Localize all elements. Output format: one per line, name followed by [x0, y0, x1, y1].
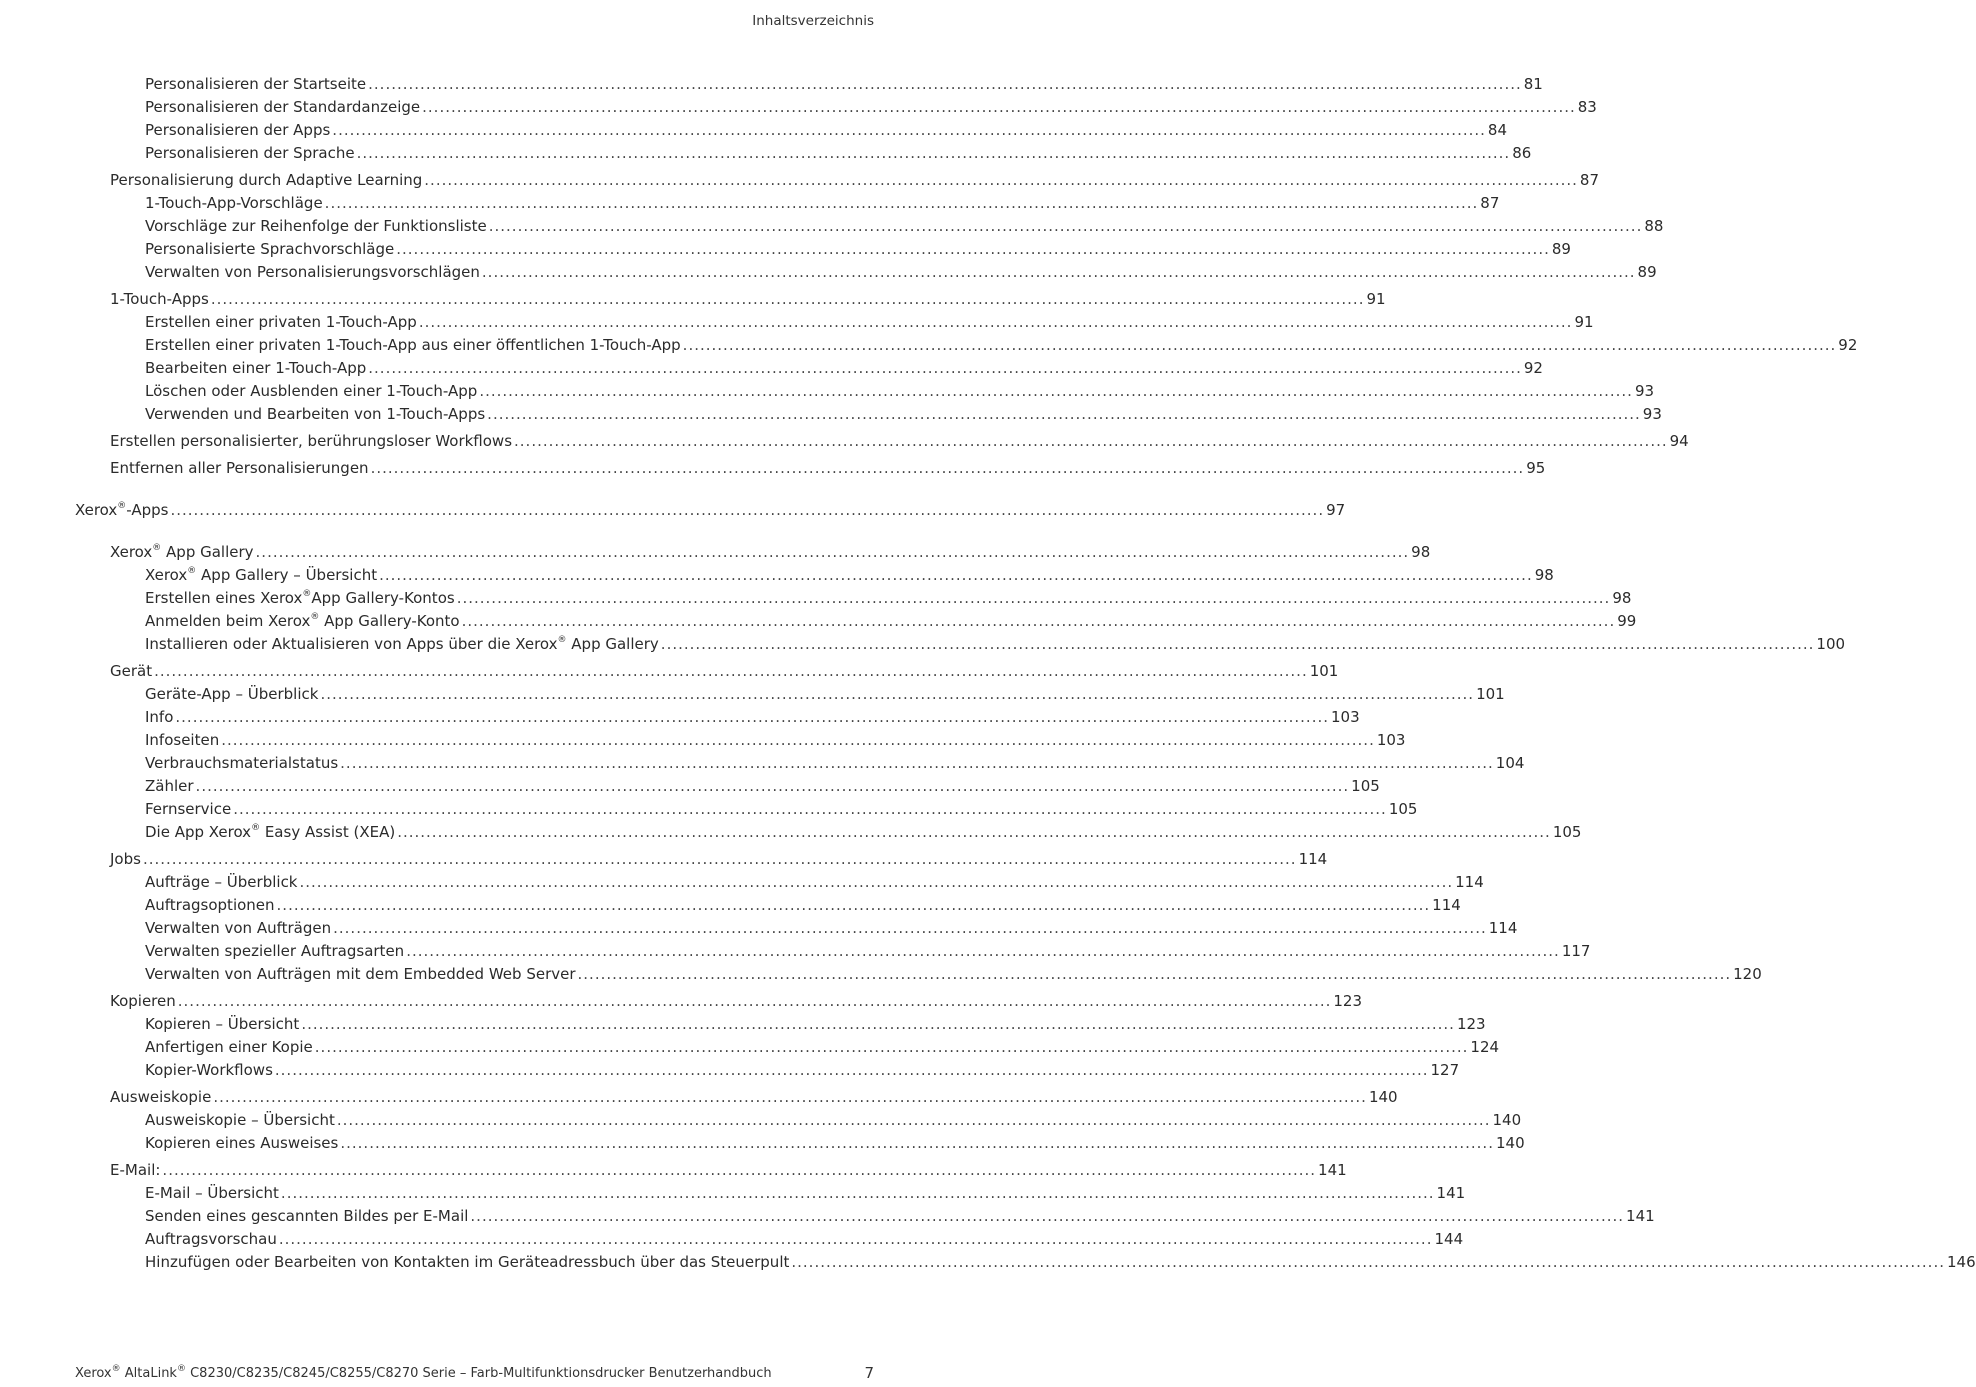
toc-entry-page: 146 [1947, 1253, 1976, 1271]
toc-entry[interactable] [145, 1183, 1466, 1203]
dot-leader: ........................................................................................................................................................................................................ [379, 566, 1533, 584]
toc-entry-page: 92 [1838, 336, 1858, 354]
toc-entry-title: Die App Xerox® Easy Assist (XEA) [145, 823, 396, 841]
dot-leader: ........................................................................................................................................................................................................ [456, 589, 1611, 607]
dot-leader: ........................................................................................................................................................................................................ [418, 313, 1573, 331]
dot-leader: ........................................................................................................................................................................................................ [682, 336, 1837, 354]
toc-entry-title: Xerox®-Apps [75, 501, 169, 519]
toc-entry-page: 101 [1309, 662, 1339, 680]
toc-entry[interactable] [110, 431, 1689, 451]
toc-entry-title: Bearbeiten einer 1-Touch-App [145, 359, 367, 377]
toc-entry-page: 98 [1534, 566, 1554, 584]
toc-entry-page: 92 [1523, 359, 1543, 377]
toc-entry-title: Jobs [110, 850, 141, 868]
toc-entry[interactable] [145, 588, 1632, 608]
toc-entry[interactable] [110, 542, 1431, 562]
toc-entry-page: 91 [1366, 290, 1386, 308]
toc-entry[interactable] [145, 239, 1571, 259]
toc-entry-title: Ausweiskopie – Übersicht [145, 1111, 335, 1129]
dot-leader: ........................................................................................................................................................................................................ [332, 121, 1486, 139]
toc-entry-page: 84 [1487, 121, 1508, 139]
toc-entry[interactable] [110, 1160, 1347, 1180]
dot-leader: ........................................................................................................................................................................................................ [368, 75, 1522, 93]
toc-entry[interactable] [145, 634, 1846, 654]
toc-entry-title: Ausweiskopie [110, 1088, 212, 1106]
toc-entry[interactable] [145, 730, 1406, 750]
toc-entry-title: Kopieren eines Ausweises [145, 1134, 339, 1152]
toc-entry-title: E-Mail – Übersicht [145, 1184, 279, 1202]
toc-entry-page: 123 [1456, 1015, 1486, 1033]
toc-entry[interactable] [145, 262, 1657, 282]
toc-entry-title: Auftragsvorschau [145, 1230, 277, 1248]
toc-entry-title: Verwalten von Aufträgen mit dem Embedded Web Server [145, 965, 576, 983]
toc-entry[interactable] [145, 74, 1543, 94]
dot-leader: ........................................................................................................................................................................................................ [278, 1230, 1433, 1248]
toc-entry-page: 105 [1388, 800, 1418, 818]
toc-entry-page: 99 [1617, 612, 1637, 630]
dot-leader: ........................................................................................................................................................................................................ [162, 1161, 1317, 1179]
toc-entry[interactable] [145, 1252, 1976, 1272]
toc-entry-title: Info [145, 708, 174, 726]
toc-entry-title: Personalisieren der Apps [145, 121, 331, 139]
toc-entry[interactable] [110, 1087, 1398, 1107]
toc-entry[interactable] [145, 193, 1500, 213]
toc-entry[interactable] [110, 289, 1386, 309]
toc-entry[interactable] [145, 918, 1518, 938]
dot-leader: ........................................................................................................................................................................................................ [336, 1111, 1491, 1129]
toc-entry[interactable] [145, 565, 1554, 585]
dot-leader: ........................................................................................................................................................................................................ [370, 459, 1525, 477]
toc-entry-page: 123 [1333, 992, 1363, 1010]
toc-entry-page: 117 [1561, 942, 1591, 960]
toc-entry-page: 88 [1644, 217, 1664, 235]
toc-entry-title: Erstellen eines Xerox®App Gallery-Kontos [145, 589, 455, 607]
footer-page-number: 7 [864, 1364, 874, 1382]
dot-leader: ........................................................................................................................................................................................................ [274, 1061, 1429, 1079]
toc-entry-title: Kopieren [110, 992, 176, 1010]
toc-entry-page: 98 [1411, 543, 1431, 561]
toc-entry-title: Fernservice [145, 800, 232, 818]
toc-entry-page: 100 [1816, 635, 1846, 653]
toc-entry-page: 89 [1551, 240, 1571, 258]
toc-entry-title: Verwenden und Bearbeiten von 1-Touch-Apps [145, 405, 486, 423]
toc-entry-page: 114 [1455, 873, 1484, 891]
toc-entry[interactable] [110, 849, 1328, 869]
toc-entry[interactable] [145, 1037, 1500, 1057]
toc-entry[interactable] [145, 1206, 1655, 1226]
toc-entry[interactable] [145, 381, 1655, 401]
toc-entry[interactable] [145, 799, 1418, 819]
dot-leader: ........................................................................................................................................................................................................ [356, 144, 1511, 162]
toc-entry-page: 98 [1612, 589, 1632, 607]
dot-leader: ........................................................................................................................................................................................................ [233, 800, 1387, 818]
dot-leader: ........................................................................................................................................................................................................ [177, 992, 1332, 1010]
dot-leader: ........................................................................................................................................................................................................ [461, 612, 1616, 630]
toc-entry[interactable] [145, 358, 1543, 378]
toc-entry[interactable] [145, 404, 1662, 424]
toc-entry-title: Entfernen aller Personalisierungen [110, 459, 369, 477]
toc-entry[interactable] [145, 611, 1637, 631]
toc-entry-page: 141 [1318, 1161, 1347, 1179]
dot-leader: ........................................................................................................................................................................................................ [487, 405, 1641, 423]
toc-entry[interactable] [110, 661, 1339, 681]
toc-entry-title: Verbrauchsmaterialstatus [145, 754, 339, 772]
toc-entry-page: 114 [1488, 919, 1518, 937]
toc-entry[interactable] [145, 1133, 1525, 1153]
toc-entry[interactable] [145, 120, 1508, 140]
toc-entry-page: 97 [1326, 501, 1346, 519]
toc-entry-title: Erstellen einer privaten 1-Touch-App [145, 313, 417, 331]
toc-entry-title: Aufträge – Überblick [145, 873, 298, 891]
dot-leader: ........................................................................................................................................................................................................ [299, 873, 1454, 891]
toc-entry-title: Verwalten von Personalisierungsvorschlägen [145, 263, 480, 281]
toc-entry[interactable] [145, 684, 1505, 704]
dot-leader: ........................................................................................................................................................................................................ [301, 1015, 1455, 1033]
toc-entry[interactable] [145, 964, 1762, 984]
toc-entry[interactable] [145, 872, 1484, 892]
toc-entry[interactable] [145, 895, 1461, 915]
dot-leader: ........................................................................................................................................................................................................ [470, 1207, 1625, 1225]
toc-entry[interactable] [145, 143, 1532, 163]
toc-entry[interactable] [145, 1229, 1464, 1249]
toc-entry-page: 114 [1298, 850, 1328, 868]
toc-entry-title: Infoseiten [145, 731, 220, 749]
dot-leader: ........................................................................................................................................................................................................ [255, 543, 1410, 561]
toc-entry-title: Senden eines gescannten Bildes per E-Mail [145, 1207, 469, 1225]
toc-entry-page: 91 [1574, 313, 1594, 331]
toc-entry-page: 81 [1523, 75, 1543, 93]
toc-entry-title: Gerät [110, 662, 153, 680]
toc-entry[interactable] [75, 500, 1346, 520]
dot-leader: ........................................................................................................................................................................................................ [154, 662, 1308, 680]
dot-leader: ........................................................................................................................................................................................................ [314, 1038, 1469, 1056]
toc-entry-title: Anmelden beim Xerox® App Gallery-Konto [145, 612, 460, 630]
dot-leader: ........................................................................................................................................................................................................ [488, 217, 1643, 235]
toc-entry[interactable] [145, 776, 1380, 796]
toc-entry-page: 140 [1492, 1111, 1522, 1129]
toc-entry-page: 127 [1430, 1061, 1460, 1079]
dot-leader: ........................................................................................................................................................................................................ [660, 635, 1815, 653]
dot-leader: ........................................................................................................................................................................................................ [333, 919, 1487, 937]
dot-leader: ........................................................................................................................................................................................................ [170, 501, 1325, 519]
dot-leader: ........................................................................................................................................................................................................ [406, 942, 1560, 960]
toc-entry-title: Personalisierte Sprachvorschläge [145, 240, 395, 258]
toc-entry[interactable] [110, 991, 1363, 1011]
dot-leader: ........................................................................................................................................................................................................ [424, 171, 1578, 189]
page-footer [75, 1363, 874, 1384]
toc-entry-title: Kopier-Workflows [145, 1061, 273, 1079]
running-header: Inhaltsverzeichnis [752, 13, 874, 29]
dot-leader: ........................................................................................................................................................................................................ [213, 1088, 1367, 1106]
toc-entry-page: 95 [1526, 459, 1546, 477]
dot-leader: ........................................................................................................................................................................................................ [324, 194, 1479, 212]
toc-entry[interactable] [145, 335, 1858, 355]
dot-leader: ........................................................................................................................................................................................................ [142, 850, 1297, 868]
toc-entry-page: 101 [1476, 685, 1505, 703]
dot-leader: ........................................................................................................................................................................................................ [280, 1184, 1435, 1202]
toc-entry-page: 140 [1495, 1134, 1525, 1152]
toc-entry-title: 1-Touch-Apps [110, 290, 209, 308]
toc-entry-page: 141 [1436, 1184, 1466, 1202]
toc-entry[interactable] [145, 707, 1360, 727]
dot-leader: ........................................................................................................................................................................................................ [340, 1134, 1494, 1152]
toc-entry-page: 105 [1552, 823, 1582, 841]
dot-leader: ........................................................................................................................................................................................................ [195, 777, 1350, 795]
toc-entry-page: 83 [1577, 98, 1597, 116]
toc-entry-page: 94 [1669, 432, 1689, 450]
toc-entry[interactable] [145, 753, 1525, 773]
toc-entry[interactable] [145, 1014, 1486, 1034]
dot-leader: ........................................................................................................................................................................................................ [397, 823, 1551, 841]
toc-entry-title: Hinzufügen oder Bearbeiten von Kontakten im Geräteadressbuch über das Steuerpult [145, 1253, 790, 1271]
toc-entry-page: 86 [1512, 144, 1532, 162]
dot-leader: ........................................................................................................................................................................................................ [320, 685, 1475, 703]
toc-entry-title: Personalisieren der Startseite [145, 75, 367, 93]
dot-leader: ........................................................................................................................................................................................................ [577, 965, 1732, 983]
toc-entry-page: 114 [1432, 896, 1461, 914]
toc-entry-page: 144 [1434, 1230, 1464, 1248]
toc-entry-page: 89 [1637, 263, 1657, 281]
toc-entry-page: 93 [1642, 405, 1662, 423]
dot-leader: ........................................................................................................................................................................................................ [422, 98, 1576, 116]
toc-entry-title: Erstellen einer privaten 1-Touch-App aus einer öffentlichen 1-Touch-App [145, 336, 681, 354]
toc-entry-title: Xerox® App Gallery [110, 543, 254, 561]
toc-entry-title: Anfertigen einer Kopie [145, 1038, 313, 1056]
footer-doc-title: Xerox® AltaLink® C8230/C8235/C8245/C8255/C8270 Serie – Farb-Multifunktionsdrucker Benutzerhandbuch [75, 1363, 772, 1381]
toc-entry-page: 93 [1634, 382, 1655, 400]
toc-entry-title: Verwalten von Aufträgen [145, 919, 332, 937]
toc-entry-title: Personalisieren der Sprache [145, 144, 355, 162]
dot-leader: ........................................................................................................................................................................................................ [368, 359, 1522, 377]
toc-entry-title: Auftragsoptionen [145, 896, 275, 914]
toc-entry-title: Personalisierung durch Adaptive Learning [110, 171, 423, 189]
toc-entry-title: Kopieren – Übersicht [145, 1015, 300, 1033]
dot-leader: ........................................................................................................................................................................................................ [396, 240, 1550, 258]
toc-entry[interactable] [145, 97, 1597, 117]
toc-entry[interactable] [145, 941, 1591, 961]
toc-entry-title: Xerox® App Gallery – Übersicht [145, 566, 378, 584]
toc-entry-title: Zähler [145, 777, 194, 795]
toc-entry-title: Verwalten spezieller Auftragsarten [145, 942, 405, 960]
dot-leader: ........................................................................................................................................................................................................ [340, 754, 1494, 772]
dot-leader: ........................................................................................................................................................................................................ [514, 432, 1668, 450]
dot-leader: ........................................................................................................................................................................................................ [791, 1253, 1945, 1271]
dot-leader: ........................................................................................................................................................................................................ [276, 896, 1431, 914]
dot-leader: ........................................................................................................................................................................................................ [210, 290, 1365, 308]
toc-entry[interactable] [145, 312, 1594, 332]
toc-entry-page: 103 [1376, 731, 1406, 749]
toc-entry-title: E-Mail: [110, 1161, 161, 1179]
toc-entry[interactable] [145, 822, 1582, 842]
dot-leader: ........................................................................................................................................................................................................ [481, 263, 1636, 281]
toc-entry-title: Löschen oder Ausblenden einer 1-Touch-App [145, 382, 478, 400]
toc-entry-title: 1-Touch-App-Vorschläge [145, 194, 323, 212]
toc-entry-page: 87 [1579, 171, 1599, 189]
toc-entry-title: Geräte-App – Überblick [145, 685, 319, 703]
toc-entry-page: 87 [1480, 194, 1500, 212]
toc-entry-page: 105 [1351, 777, 1380, 795]
toc-entry-page: 141 [1626, 1207, 1655, 1225]
toc-entry[interactable] [145, 1110, 1522, 1130]
toc-entry-title: Personalisieren der Standardanzeige [145, 98, 421, 116]
toc-entry[interactable] [110, 170, 1599, 190]
toc-entry-title: Installieren oder Aktualisieren von Apps über die Xerox® App Gallery [145, 635, 659, 653]
toc-entry[interactable] [145, 1060, 1460, 1080]
dot-leader: ........................................................................................................................................................................................................ [479, 382, 1633, 400]
toc-entry-title: Erstellen personalisierter, berührungsloser Workflows [110, 432, 513, 450]
dot-leader: ........................................................................................................................................................................................................ [175, 708, 1330, 726]
toc-entry-page: 103 [1331, 708, 1360, 726]
toc-entry[interactable] [110, 458, 1546, 478]
toc-entry-page: 104 [1495, 754, 1525, 772]
toc-entry-page: 120 [1733, 965, 1762, 983]
toc-entry[interactable] [145, 216, 1664, 236]
toc-entry-page: 140 [1368, 1088, 1398, 1106]
toc-entry-page: 124 [1470, 1038, 1500, 1056]
dot-leader: ........................................................................................................................................................................................................ [221, 731, 1375, 749]
toc-entry-title: Vorschläge zur Reihenfolge der Funktionsliste [145, 217, 487, 235]
